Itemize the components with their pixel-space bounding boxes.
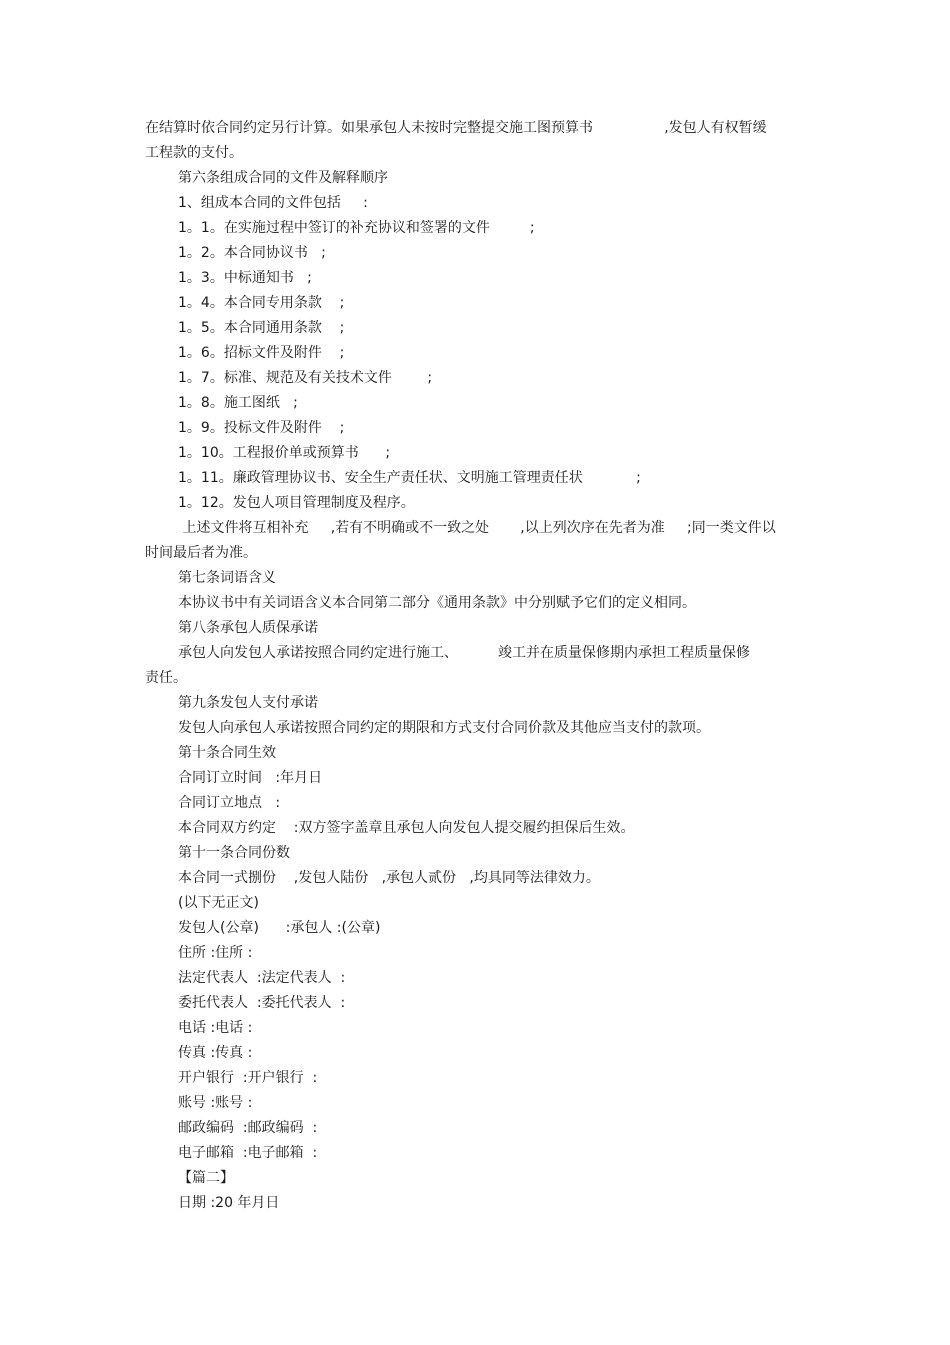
signature-field: 发包人(公章) :承包人 :(公章)	[178, 920, 381, 936]
signature-field: 开户银行 :开户银行 :	[178, 1070, 318, 1086]
text-line: (以下无正文)	[178, 895, 259, 911]
text-line: 1、组成本合同的文件包括 :	[178, 195, 368, 211]
list-item: 1。9。投标文件及附件 ;	[178, 420, 345, 436]
list-item: 1。12。发包人项目管理制度及程序。	[178, 495, 415, 511]
text-line: 本合同一式捌份 ,发包人陆份 ,承包人贰份 ,均具同等法律效力。	[178, 870, 600, 886]
list-item: 1。3。中标通知书 ;	[178, 270, 312, 286]
section-heading: 【篇二】	[178, 1170, 234, 1186]
section-heading: 第七条词语含义	[178, 570, 276, 586]
text-line: 合同订立地点 :	[178, 795, 281, 811]
signature-field: 住所 :住所 :	[178, 945, 253, 961]
section-heading: 第八条承包人质保承诺	[178, 620, 318, 636]
signature-field: 电话 :电话 :	[178, 1020, 253, 1036]
signature-field: 电子邮箱 :电子邮箱 :	[178, 1145, 318, 1161]
text-line: 发包人向承包人承诺按照合同约定的期限和方式支付合同价款及其他应当支付的款项。	[178, 720, 710, 736]
text-line: 合同订立时间 :年月日	[178, 770, 323, 786]
list-item: 1。8。施工图纸 ;	[178, 395, 298, 411]
signature-field: 传真 :传真 :	[178, 1045, 253, 1061]
text-line: 时间最后者为准。	[145, 545, 257, 561]
text-line: 上述文件将互相补充 ,若有不明确或不一致之处 ,以上列次序在先者为准 ;同一类文件以	[178, 520, 776, 536]
text-line: 本合同双方约定 :双方签字盖章且承包人向发包人提交履约担保后生效。	[178, 820, 635, 836]
list-item: 1。11。廉政管理协议书、安全生产责任状、文明施工管理责任状 ;	[178, 470, 641, 486]
section-heading: 第九条发包人支付承诺	[178, 695, 318, 711]
text-line: 工程款的支付。	[145, 145, 243, 161]
list-item: 1。5。本合同通用条款 ;	[178, 320, 345, 336]
text-line: 本协议书中有关词语含义本合同第二部分《通用条款》中分别赋予它们的定义相同。	[178, 595, 696, 611]
list-item: 1。6。招标文件及附件 ;	[178, 345, 345, 361]
text-line: 责任。	[145, 670, 187, 686]
list-item: 1。4。本合同专用条款 ;	[178, 295, 345, 311]
text-line: 在结算时依合同约定另行计算。如果承包人未按时完整提交施工图预算书 ,发包人有权暂缓	[145, 120, 767, 136]
text-line: 承包人向发包人承诺按照合同约定进行施工、 竣工并在质量保修期内承担工程质量保修	[178, 645, 751, 661]
section-heading: 第十条合同生效	[178, 745, 276, 761]
section-heading: 第六条组成合同的文件及解释顺序	[178, 170, 388, 186]
date-line: 日期 :20 年月日	[178, 1195, 280, 1211]
list-item: 1。1。在实施过程中签订的补充协议和签署的文件 ;	[178, 220, 535, 236]
list-item: 1。10。工程报价单或预算书 ;	[178, 445, 391, 461]
section-heading: 第十一条合同份数	[178, 845, 290, 861]
signature-field: 邮政编码 :邮政编码 :	[178, 1120, 318, 1136]
list-item: 1。7。标准、规范及有关技术文件 ;	[178, 370, 433, 386]
signature-field: 法定代表人 :法定代表人 :	[178, 970, 346, 986]
signature-field: 委托代表人 :委托代表人 :	[178, 995, 346, 1011]
signature-field: 账号 :账号 :	[178, 1095, 253, 1111]
list-item: 1。2。本合同协议书 ;	[178, 245, 326, 261]
